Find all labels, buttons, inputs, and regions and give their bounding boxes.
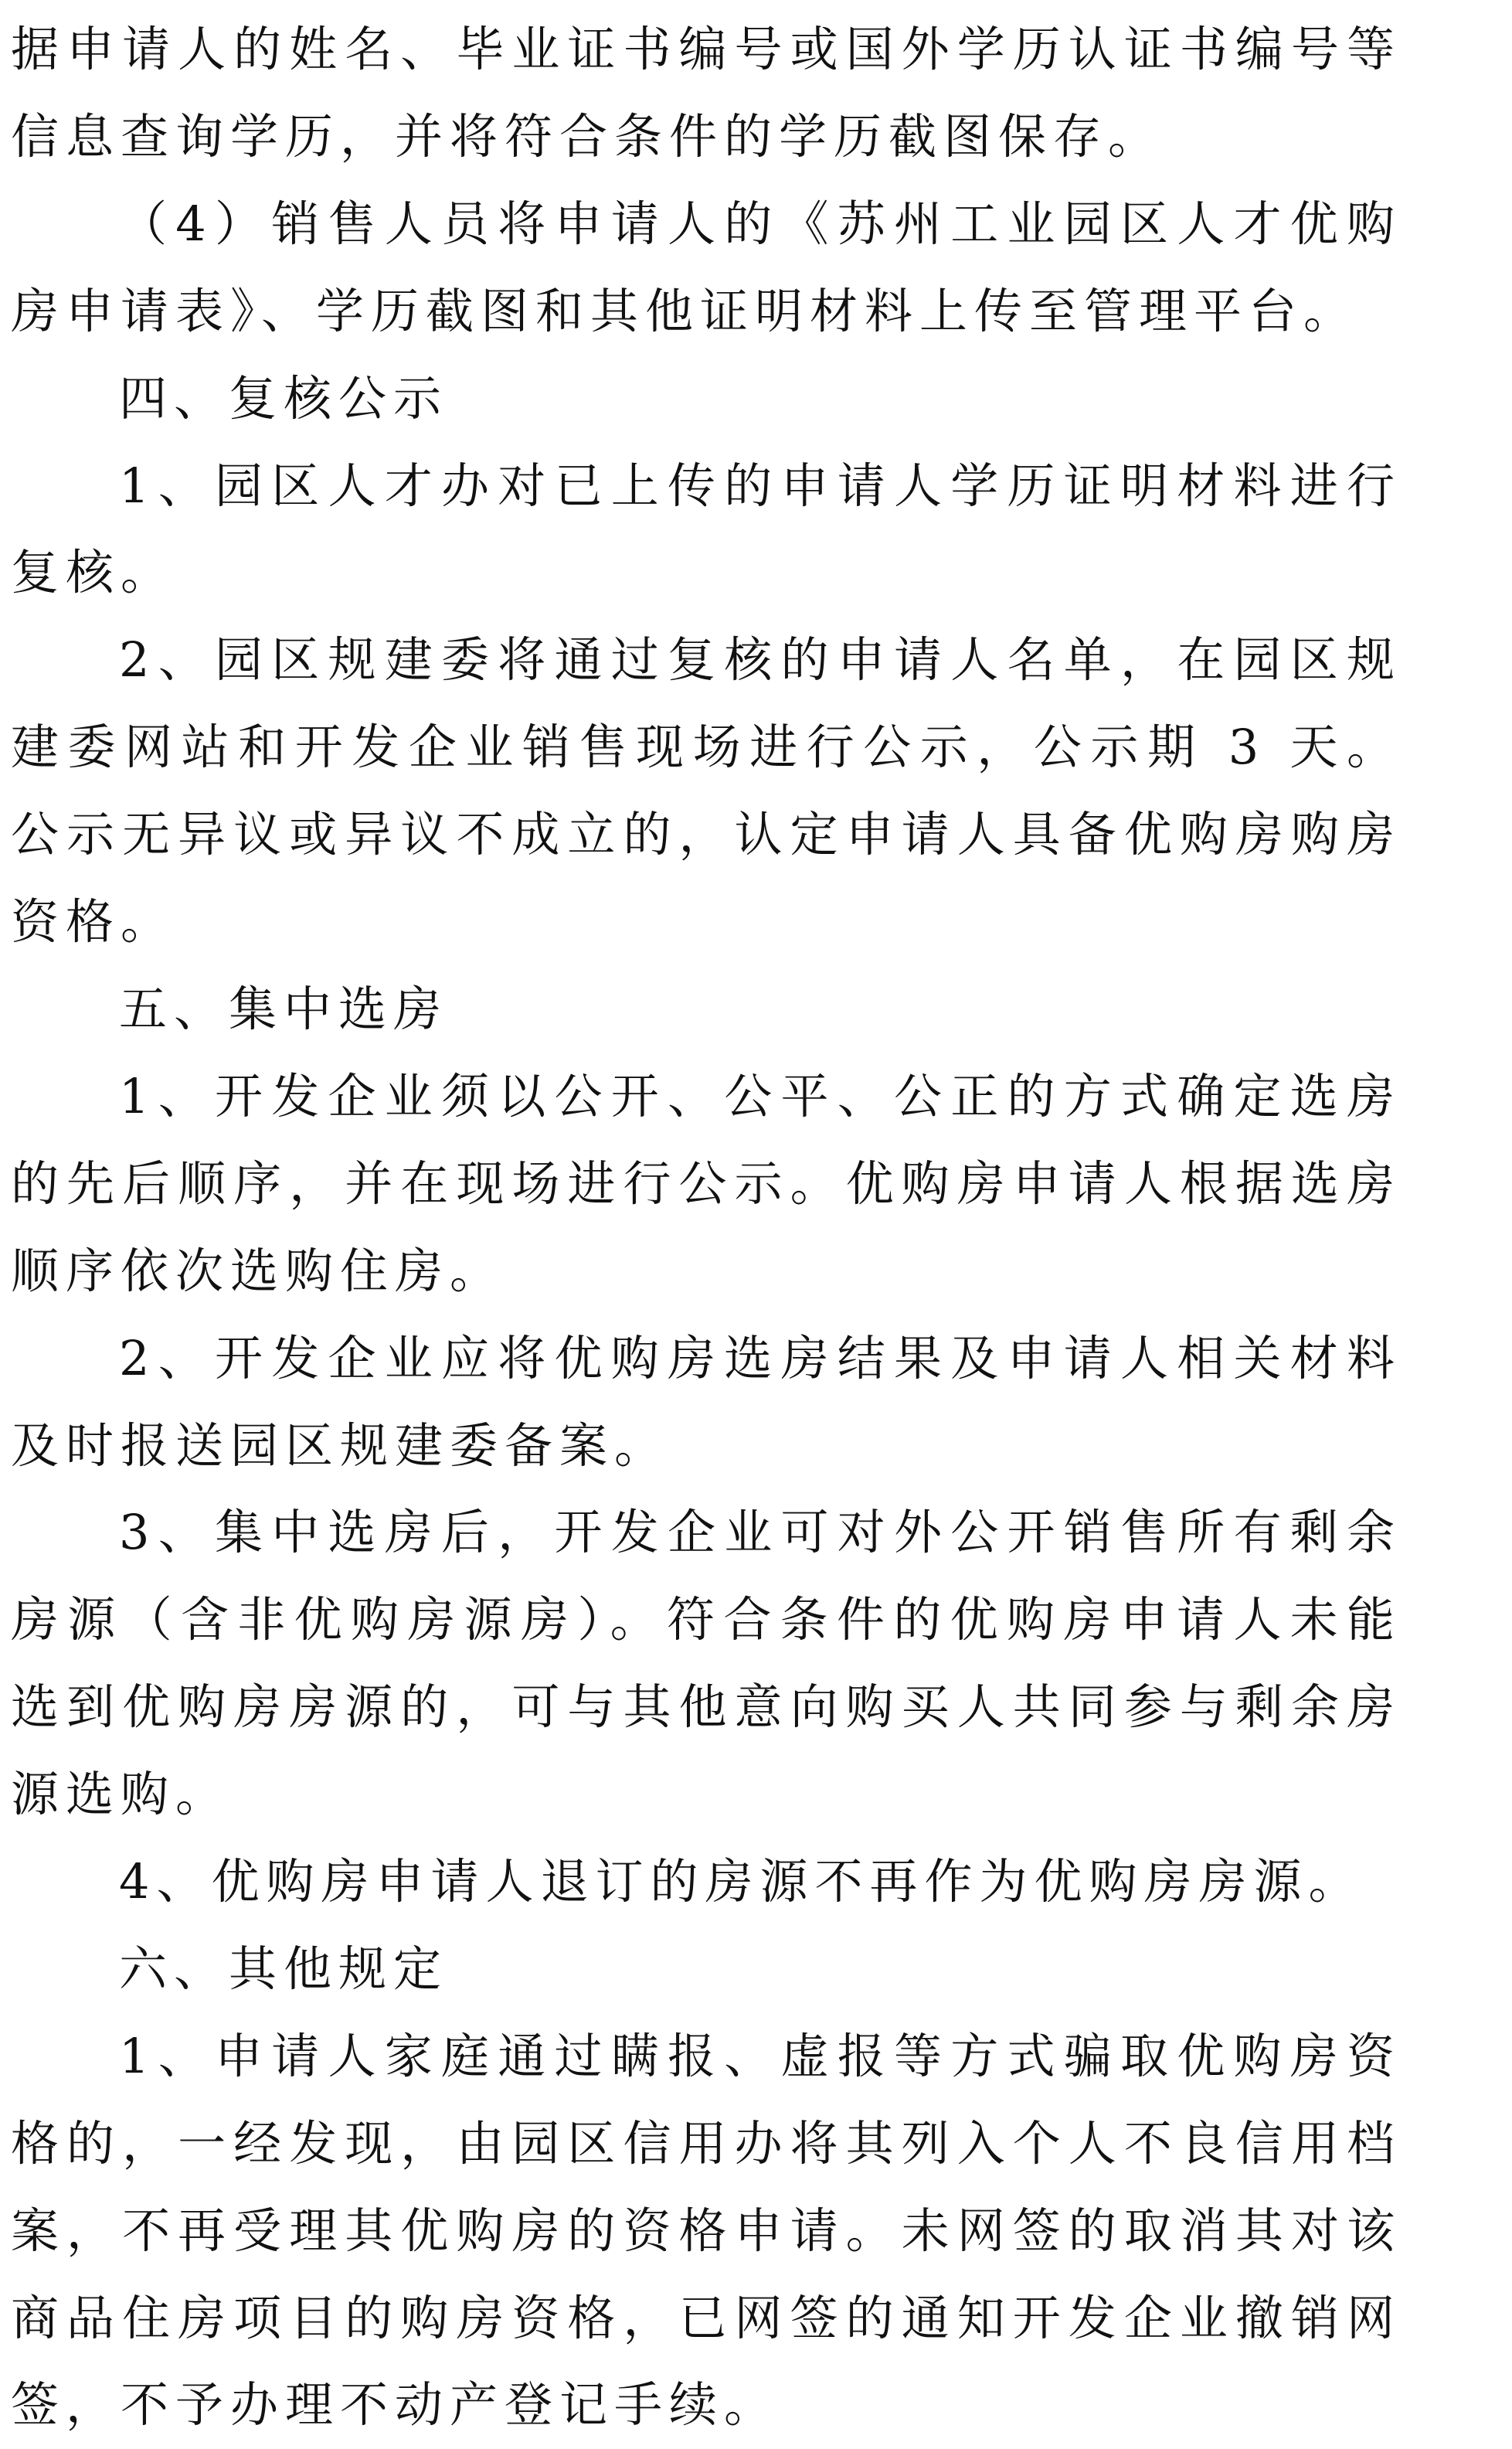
paragraph-cancelled-housing: 4、优购房申请人退订的房源不再作为优购房房源。 bbox=[119, 1853, 1364, 1910]
paragraph-education-query-continued: 据申请人的姓名、毕业证书编号或国外学历认证书编号等信息查询学历，并将符合条件的学历截图保存。 bbox=[11, 21, 1402, 165]
section-heading-review-publicity: 四、复核公示 bbox=[119, 369, 449, 427]
paragraph-publicity-period: 2、园区规建委将通过复核的申请人名单，在园区规建委网站和开发企业销售现场进行公示，公示期 3 天。公示无异议或异议不成立的，认定申请人具备优购房购房资格。 bbox=[11, 631, 1402, 951]
paragraph-talent-office-review: 1、园区人才办对已上传的申请人学历证明材料进行复核。 bbox=[11, 457, 1402, 601]
paragraph-remaining-housing-sale: 3、集中选房后，开发企业可对外公开销售所有剩余房源（含非优购房源房）。符合条件的优购房申请人未能选到优购房房源的，可与其他意向购买人共同参与剩余房源选购。 bbox=[11, 1504, 1402, 1823]
paragraph-fraud-consequences: 1、申请人家庭通过瞒报、虚报等方式骗取优购房资格的，一经发现，由园区信用办将其列入个人不良信用档案，不再受理其优购房的资格申请。未网签的取消其对该商品住房项目的购房资格，已网签的通知开发企业撤销网签，不予办理不动产登记手续。 bbox=[11, 2027, 1402, 2434]
paragraph-selection-filing: 2、开发企业应将优购房选房结果及申请人相关材料及时报送园区规建委备案。 bbox=[11, 1329, 1402, 1474]
section-heading-other-provisions: 六、其他规定 bbox=[119, 1940, 449, 1997]
paragraph-upload-materials: （4）销售人员将申请人的《苏州工业园区人才优购房申请表》、学历截图和其他证明材料上传至管理平台。 bbox=[11, 195, 1402, 339]
document-body bbox=[11, 6, 1402, 2449]
section-heading-centralized-selection: 五、集中选房 bbox=[119, 980, 449, 1037]
paragraph-selection-order: 1、开发企业须以公开、公平、公正的方式确定选房的先后顺序，并在现场进行公示。优购房申请人根据选房顺序依次选购住房。 bbox=[11, 1067, 1402, 1299]
